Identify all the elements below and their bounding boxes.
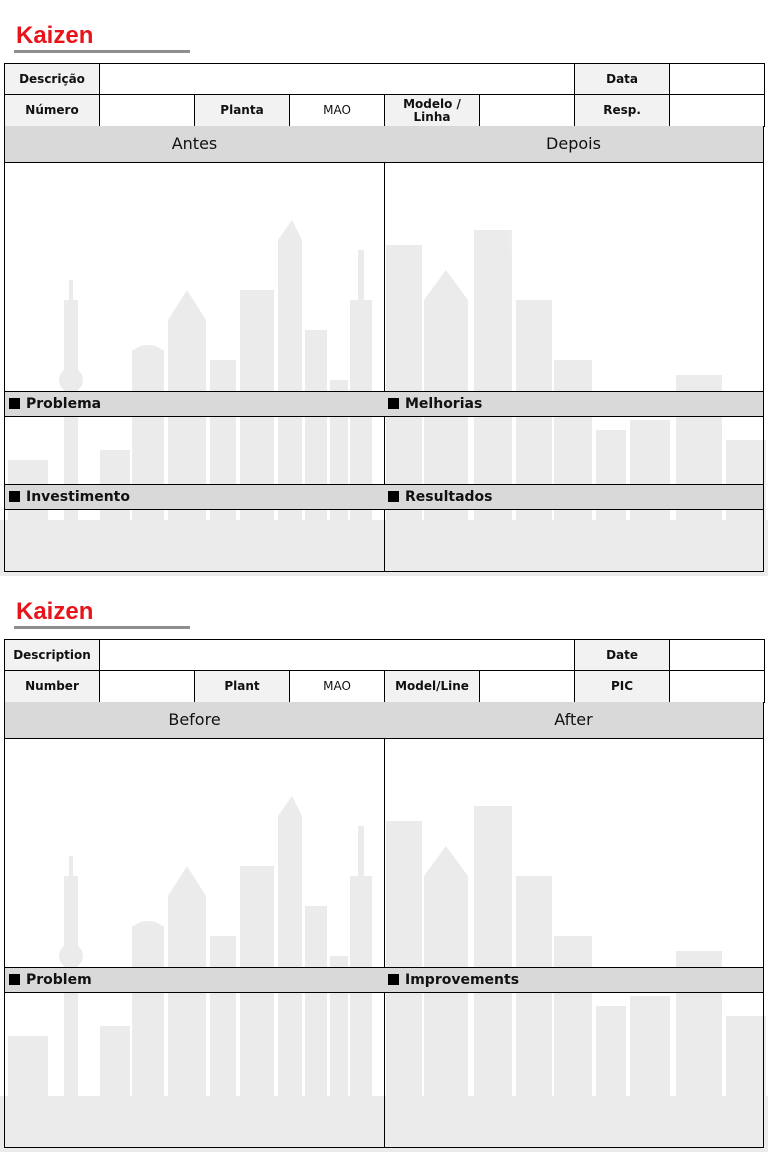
description-label: Descrição — [5, 64, 100, 95]
investment-results-band — [5, 484, 763, 510]
model-line-label: Modelo / Linha — [385, 95, 480, 127]
investment-heading — [9, 485, 130, 510]
improvements-heading — [388, 392, 482, 417]
after-photo-area[interactable] — [385, 739, 763, 967]
description-field[interactable] — [100, 640, 575, 671]
model-line-label: Model/Line — [385, 671, 480, 703]
improvements-heading — [388, 968, 519, 993]
before-header: Antes — [171, 134, 218, 153]
number-label: Number — [5, 671, 100, 703]
description-field[interactable] — [100, 64, 575, 95]
square-bullet-icon — [9, 491, 20, 502]
before-header: Before — [168, 710, 221, 729]
square-bullet-icon — [388, 974, 399, 985]
title-underline — [14, 626, 190, 629]
kaizen-grid — [4, 702, 764, 1148]
plant-label: Planta — [195, 95, 290, 127]
column-header-band — [5, 126, 763, 163]
title-underline — [14, 50, 190, 53]
investment-label: Investimento — [26, 489, 130, 505]
column-header-band — [5, 702, 763, 739]
problem-improvements-band — [5, 967, 763, 993]
pic-label: PIC — [575, 671, 670, 703]
square-bullet-icon — [388, 491, 399, 502]
plant-value[interactable]: MAO — [290, 671, 385, 703]
square-bullet-icon — [9, 398, 20, 409]
square-bullet-icon — [388, 398, 399, 409]
date-label: Date — [575, 640, 670, 671]
description-label: Description — [5, 640, 100, 671]
kaizen-form-english — [0, 576, 768, 1152]
header-table — [4, 63, 764, 126]
model-line-field[interactable] — [480, 671, 575, 703]
problem-text-area[interactable] — [5, 993, 384, 1060]
problem-heading — [9, 968, 92, 993]
header-table — [4, 639, 764, 702]
date-label: Data — [575, 64, 670, 95]
after-photo-area[interactable] — [385, 163, 763, 391]
improvements-text-area[interactable] — [385, 993, 763, 1060]
number-label: Número — [5, 95, 100, 127]
responsible-field[interactable] — [670, 95, 765, 127]
number-field[interactable] — [100, 95, 195, 127]
problem-label: Problema — [26, 396, 102, 412]
number-field[interactable] — [100, 671, 195, 703]
kaizen-grid — [4, 126, 764, 572]
results-label: Resultados — [405, 489, 493, 505]
form-title: Kaizen — [16, 22, 94, 49]
plant-label: Plant — [195, 671, 290, 703]
after-header: After — [554, 710, 593, 729]
problem-label: Problem — [26, 972, 92, 988]
before-photo-area[interactable] — [5, 163, 384, 391]
problem-heading — [9, 392, 101, 417]
problem-text-area[interactable] — [5, 417, 384, 484]
improvements-text-area[interactable] — [385, 417, 763, 484]
date-field[interactable] — [670, 640, 765, 671]
plant-value[interactable]: MAO — [290, 95, 385, 127]
improvements-label: Melhorias — [405, 396, 483, 412]
after-header: Depois — [546, 134, 601, 153]
square-bullet-icon — [9, 974, 20, 985]
before-photo-area[interactable] — [5, 739, 384, 967]
results-heading — [388, 485, 493, 510]
responsible-label: Resp. — [575, 95, 670, 127]
date-field[interactable] — [670, 64, 765, 95]
model-line-field[interactable] — [480, 95, 575, 127]
investment-text-area[interactable] — [5, 510, 384, 571]
results-text-area[interactable] — [385, 510, 763, 571]
pic-field[interactable] — [670, 671, 765, 703]
problem-improvements-band — [5, 391, 763, 417]
improvements-label: Improvements — [405, 972, 520, 988]
form-title: Kaizen — [16, 598, 94, 625]
